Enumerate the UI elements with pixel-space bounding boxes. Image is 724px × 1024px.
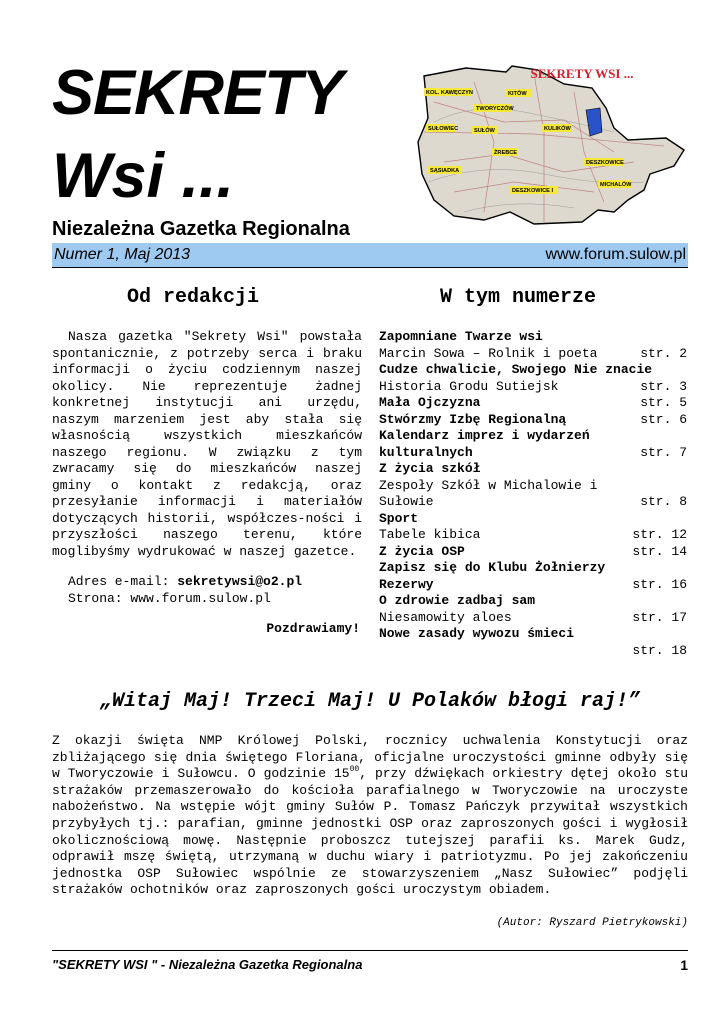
toc-title: Zespoły Szkół w Michalowie i <box>379 477 598 493</box>
toc-page: str. 6 <box>640 411 687 427</box>
toc-row[interactable] <box>379 593 687 610</box>
toc-row[interactable] <box>379 643 687 660</box>
toc-row[interactable] <box>379 560 687 577</box>
toc-title: Zapomniane Twarze wsi <box>379 329 543 344</box>
toc-row[interactable] <box>379 478 687 495</box>
map-label: SUŁOWIEC <box>428 126 459 132</box>
toc-title: O zdrowie zadbaj sam <box>379 593 536 608</box>
table-of-contents <box>379 329 687 659</box>
toc-heading: W tym numerze <box>440 286 597 309</box>
map-label: SĄSIADKA <box>430 168 460 174</box>
map-label: KULIKÓW <box>544 126 571 132</box>
toc-row[interactable] <box>379 461 687 478</box>
map-label: TWORYCZÓW <box>476 106 514 112</box>
article-author: (Autor: Ryszard Pietrykowski) <box>496 917 688 929</box>
map-label: MICHALÓW <box>600 182 632 188</box>
toc-row[interactable] <box>379 362 687 379</box>
toc-title: Sport <box>379 510 419 526</box>
map-label: SUŁÓW <box>474 128 495 134</box>
editorial-column <box>52 329 362 638</box>
article-headline: „Witaj Maj! Trzeci Maj! U Polaków błogi raj!” <box>99 690 641 713</box>
site-label: Strona: <box>68 590 123 606</box>
article-body <box>52 733 688 899</box>
issue-number: Numer 1, Maj 2013 <box>54 246 191 263</box>
map-label: DESZKOWICE I <box>512 188 554 194</box>
toc-title: Kalendarz imprez i wydarzeń <box>379 428 590 443</box>
toc-row[interactable] <box>379 511 687 528</box>
toc-page: str. 14 <box>632 543 687 559</box>
toc-row[interactable] <box>379 527 687 544</box>
toc-row[interactable] <box>379 445 687 462</box>
toc-row[interactable] <box>379 544 687 561</box>
toc-title: kulturalnych <box>379 444 473 460</box>
map-caption: SEKRETY WSI ... <box>530 66 634 81</box>
footer-text: "SEKRETY WSI " - Niezależna Gazetka Regionalna <box>52 957 363 972</box>
masthead-title-line2: Wsi ... <box>52 141 235 211</box>
toc-page: str. 18 <box>632 642 687 658</box>
toc-row[interactable] <box>379 610 687 627</box>
toc-title: Marcin Sowa – Rolnik i poeta <box>379 345 598 361</box>
article-time-superscript: 00 <box>349 765 360 775</box>
toc-row[interactable] <box>379 379 687 396</box>
toc-title: Cudze chwalicie, Swojego Nie znacie <box>379 362 653 377</box>
email-label: Adres e-mail: <box>68 574 170 589</box>
region-map <box>414 62 688 232</box>
toc-title: Sułowie <box>379 494 434 509</box>
toc-row[interactable] <box>379 346 687 363</box>
toc-row[interactable] <box>379 626 687 643</box>
toc-title: Niesamowity aloes <box>379 609 512 625</box>
toc-title: Historia Grodu Sutiejsk <box>379 378 559 394</box>
editorial-greeting: Pozdrawiamy! <box>266 621 360 636</box>
masthead-subtitle: Niezależna Gazetka Regionalna <box>52 218 350 240</box>
toc-row[interactable] <box>379 428 687 445</box>
page-number: 1 <box>680 957 688 973</box>
toc-page: str. 2 <box>640 345 687 361</box>
toc-title: Z życia OSP <box>379 543 465 559</box>
map-label: KOL. KAWĘCZYN <box>426 90 473 96</box>
toc-row[interactable] <box>379 577 687 594</box>
toc-title: Tabele kibica <box>379 527 481 542</box>
toc-page: str. 3 <box>640 378 687 394</box>
site-link[interactable]: www.forum.sulow.pl <box>130 590 271 606</box>
toc-page: str. 12 <box>632 527 687 542</box>
toc-page: str. 17 <box>632 609 687 625</box>
editorial-paragraph: Nasza gazetka "Sekrety Wsi" powstała spontanicznie, z potrzeby serca i braku informacji o życiu codziennym naszej okolicy. Nie reprezentuje żadnej konkretnej instytucji ani urzędu, naszym marzeniem jest aby stała się własnością wszystkich mieszkańców naszego regionu. W związku z tym zwracamy się do mieszkańców naszej gminy o kontakt z redakcją, oraz przesyłanie informacji i materiałów dotyczących historii, współczes-ności i przyszłości naszego terenu, które moglibyśmy wydrukować w naszej gazetce. <box>52 329 362 559</box>
masthead-title-line1: SEKRETY <box>52 58 343 128</box>
toc-title: Z życia szkół <box>379 461 481 476</box>
toc-page: str. 7 <box>640 444 687 460</box>
toc-title: Nowe zasady wywozu śmieci <box>379 626 575 641</box>
page-footer <box>52 950 688 972</box>
map-label: DESZKOWICE <box>586 160 624 166</box>
editorial-heading: Od redakcji <box>127 286 260 309</box>
toc-title: Stwórzmy Izbę Regionalną <box>379 411 567 427</box>
issue-bar <box>52 243 688 268</box>
toc-row[interactable] <box>379 412 687 429</box>
toc-page: str. 8 <box>640 494 687 509</box>
toc-title: Rezerwy <box>379 576 434 592</box>
article-text-part2: , przy dźwiękach orkiestry dętej około stu strażaków przemaszerowało do kościoła parafialnego w Tworyczowie na uroczyste nabożeństwo. Na wstępie wójt gminy Sułów P. Tomasz Pańczyk przywitał wszystkich przybyłych tj.: parafian, gminne jednostki OSP oraz zaproszonych gości i wygłosił okolicznościową mowę. Następnie proboszcz tutejszej parafii ks. Marek Gudz, odprawił mszę świętą, utrzymaną w duchu wiary i patriotyzmu. Po jej zakończeniu jednostka OSP Sułowiec wspólnie ze stowarzyszeniem „Nasz Sułowiec” podjęli strażaków ochotników oraz zaproszonych gości uroczystym obiadem. <box>52 766 688 898</box>
toc-row[interactable] <box>379 329 687 346</box>
map-label: ŻREBCE <box>494 150 517 156</box>
article-text-part1: Z okazji święta NMP Królowej Polski, rocznicy uchwalenia Konstytucji oraz zbliżającego się dnia świętego Floriana, oficjalne uroczystości gminne odbyły się w Tworyczowie i Sułowcu. O godzinie 15 <box>52 733 688 782</box>
email-link[interactable]: sekretywsi@o2.pl <box>177 574 303 589</box>
website-link[interactable]: www.forum.sulow.pl <box>545 246 686 263</box>
toc-row[interactable] <box>379 494 687 511</box>
toc-page: str. 5 <box>640 395 687 410</box>
editorial-contact <box>52 574 362 607</box>
toc-title: Zapisz się do Klubu Żołnierzy <box>379 560 606 575</box>
toc-title: Mała Ojczyzna <box>379 395 481 410</box>
toc-page: str. 16 <box>632 576 687 592</box>
toc-row[interactable] <box>379 395 687 412</box>
map-label: KITÓW <box>508 91 527 97</box>
